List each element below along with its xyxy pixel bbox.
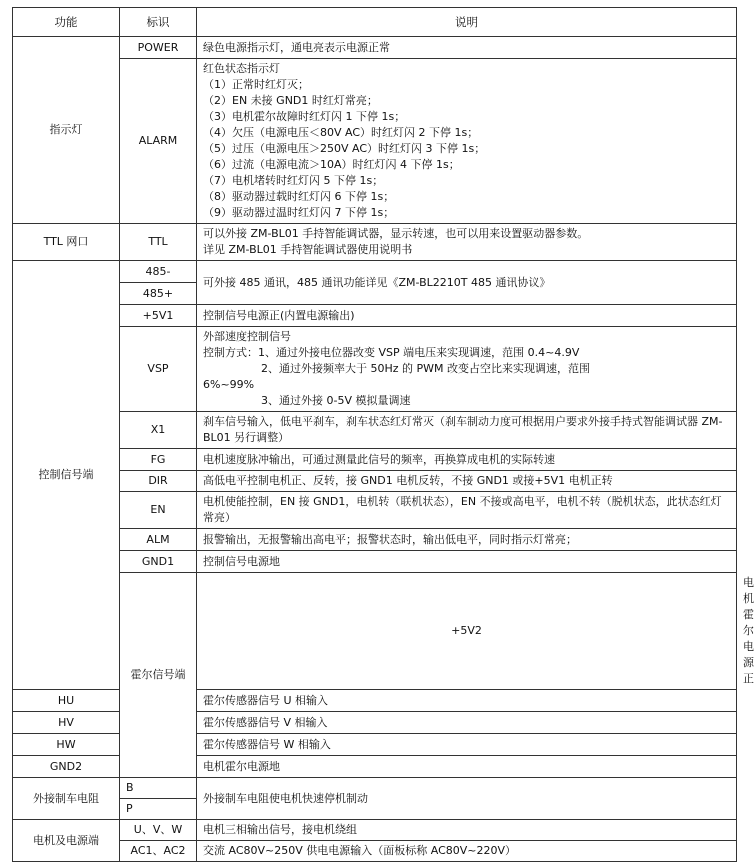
desc-ac: 交流 AC80V~250V 供电电源输入（面板标称 AC80V~220V）: [197, 841, 737, 862]
mark-ttl: TTL: [120, 224, 197, 261]
vsp-line: 外部速度控制信号: [203, 330, 291, 343]
mark-hu: HU: [13, 690, 120, 712]
func-ttl: TTL 网口: [13, 224, 120, 261]
desc-hw: 霍尔传感器信号 W 相输入: [197, 734, 737, 756]
table-row: [13, 224, 737, 261]
table-row: [13, 841, 737, 862]
ttl-line: 可以外接 ZM-BL01 手持智能调试器，显示转速，也可以用来设置驱动器参数。: [203, 227, 589, 240]
table-row: [13, 327, 737, 412]
mark-485-plus: 485+: [120, 283, 197, 305]
mark-5v1: +5V1: [120, 305, 197, 327]
mark-uvw: U、V、W: [120, 820, 197, 841]
mark-p: P: [120, 799, 197, 820]
mark-gnd1: GND1: [120, 551, 197, 573]
header-desc: 说明: [197, 8, 737, 37]
mark-fg: FG: [120, 449, 197, 471]
alarm-line: （6）过流（电源电流＞10A）时红灯闪 4 下停 1s；: [203, 158, 460, 171]
mark-485-minus: 485-: [120, 261, 197, 283]
alarm-line: （3）电机霍尔故障时红灯闪 1 下停 1s；: [203, 110, 406, 123]
func-power: 电机及电源端: [13, 820, 120, 862]
vsp-line: 控制方式：1、通过外接电位器改变 VSP 端电压来实现调速，范围 0.4~4.9V: [203, 346, 580, 359]
table-row: 霍尔信号端 +5V2 电机霍尔电源正: [13, 573, 737, 690]
desc-x1: 刹车信号输入，低电平刹车，刹车状态红灯常灭（刹车制动力度可根据用户要求外接手持式智能调试器 ZM-BL01 另行调整）: [197, 412, 737, 449]
vsp-line: 6%~99%: [203, 378, 255, 391]
desc-dir: 高低电平控制电机正、反转，接 GND1 电机反转，不接 GND1 或接+5V1 电机正转: [197, 471, 737, 492]
mark-power: POWER: [120, 37, 197, 59]
desc-hv: 霍尔传感器信号 V 相输入: [197, 712, 737, 734]
alarm-line: 红色状态指示灯: [203, 62, 280, 75]
table-row: [13, 778, 737, 799]
desc-ttl: [197, 224, 737, 261]
table-row: [13, 59, 737, 224]
table-row: [13, 492, 737, 529]
mark-alm: ALM: [120, 529, 197, 551]
table-row: [13, 820, 737, 841]
mark-5v2: +5V2: [197, 573, 737, 690]
desc-alm: 报警输出，无报警输出高电平；报警状态时，输出低电平，同时指示灯常亮；: [197, 529, 737, 551]
vsp-line: 2、通过外接频率大于 50Hz 的 PWM 改变占空比来实现调速，范围: [261, 362, 591, 375]
ttl-line: 详见 ZM-BL01 手持智能调试器使用说明书: [203, 243, 413, 256]
desc-fg: 电机速度脉冲输出，可通过测量此信号的频率，再换算成电机的实际转速: [197, 449, 737, 471]
desc-hu: 霍尔传感器信号 U 相输入: [197, 690, 737, 712]
desc-alarm: [197, 59, 737, 224]
table-row: [13, 471, 737, 492]
table-row: [13, 412, 737, 449]
header-row: [13, 8, 737, 37]
alarm-line: （7）电机堵转时红灯闪 5 下停 1s；: [203, 174, 384, 187]
desc-brake: 外接制车电阻使电机快速停机制动: [197, 778, 737, 820]
desc-gnd2: 电机霍尔电源地: [197, 756, 737, 778]
table-row: [13, 305, 737, 327]
table-row: [13, 37, 737, 59]
desc-gnd1: 控制信号电源地: [197, 551, 737, 573]
desc-uvw: 电机三相输出信号，接电机绕组: [197, 820, 737, 841]
table-row: [13, 261, 737, 283]
func-indicator: 指示灯: [13, 37, 120, 224]
desc-5v1: 控制信号电源正(内置电源输出): [197, 305, 737, 327]
alarm-line: （4）欠压（电源电压＜80V AC）时红灯闪 2 下停 1s；: [203, 126, 479, 139]
table-row: [13, 449, 737, 471]
alarm-line: （8）驱动器过载时红灯闪 6 下停 1s；: [203, 190, 395, 203]
mark-en: EN: [120, 492, 197, 529]
mark-hv: HV: [13, 712, 120, 734]
alarm-line: （1）正常时红灯灭；: [203, 78, 309, 91]
table-row: [13, 551, 737, 573]
mark-dir: DIR: [120, 471, 197, 492]
desc-en: 电机使能控制，EN 接 GND1，电机转（联机状态），EN 不接或高电平，电机不转（脱机状态，此状态红灯常亮）: [197, 492, 737, 529]
alarm-line: （5）过压（电源电压＞250V AC）时红灯闪 3 下停 1s；: [203, 142, 486, 155]
desc-vsp: [197, 327, 737, 412]
header-func: 功能: [13, 8, 120, 37]
desc-power: 绿色电源指示灯，通电亮表示电源正常: [197, 37, 737, 59]
mark-alarm: ALARM: [120, 59, 197, 224]
func-brake: 外接制车电阻: [13, 778, 120, 820]
mark-ac: AC1、AC2: [120, 841, 197, 862]
func-hall: 霍尔信号端: [120, 573, 197, 778]
mark-vsp: VSP: [120, 327, 197, 412]
vsp-line: 3、通过外接 0-5V 模拟量调速: [261, 394, 411, 407]
header-mark: 标识: [120, 8, 197, 37]
func-control: 控制信号端: [13, 261, 120, 690]
mark-x1: X1: [120, 412, 197, 449]
alarm-line: （2）EN 未接 GND1 时红灯常亮；: [203, 94, 378, 107]
table-row: [13, 529, 737, 551]
desc-485: 可外接 485 通讯，485 通讯功能详见《ZM-BL2210T 485 通讯协议》: [197, 261, 737, 305]
mark-b: B: [120, 778, 197, 799]
spec-table: [12, 7, 754, 862]
mark-hw: HW: [13, 734, 120, 756]
alarm-line: （9）驱动器过温时红灯闪 7 下停 1s；: [203, 206, 395, 219]
mark-gnd2: GND2: [13, 756, 120, 778]
